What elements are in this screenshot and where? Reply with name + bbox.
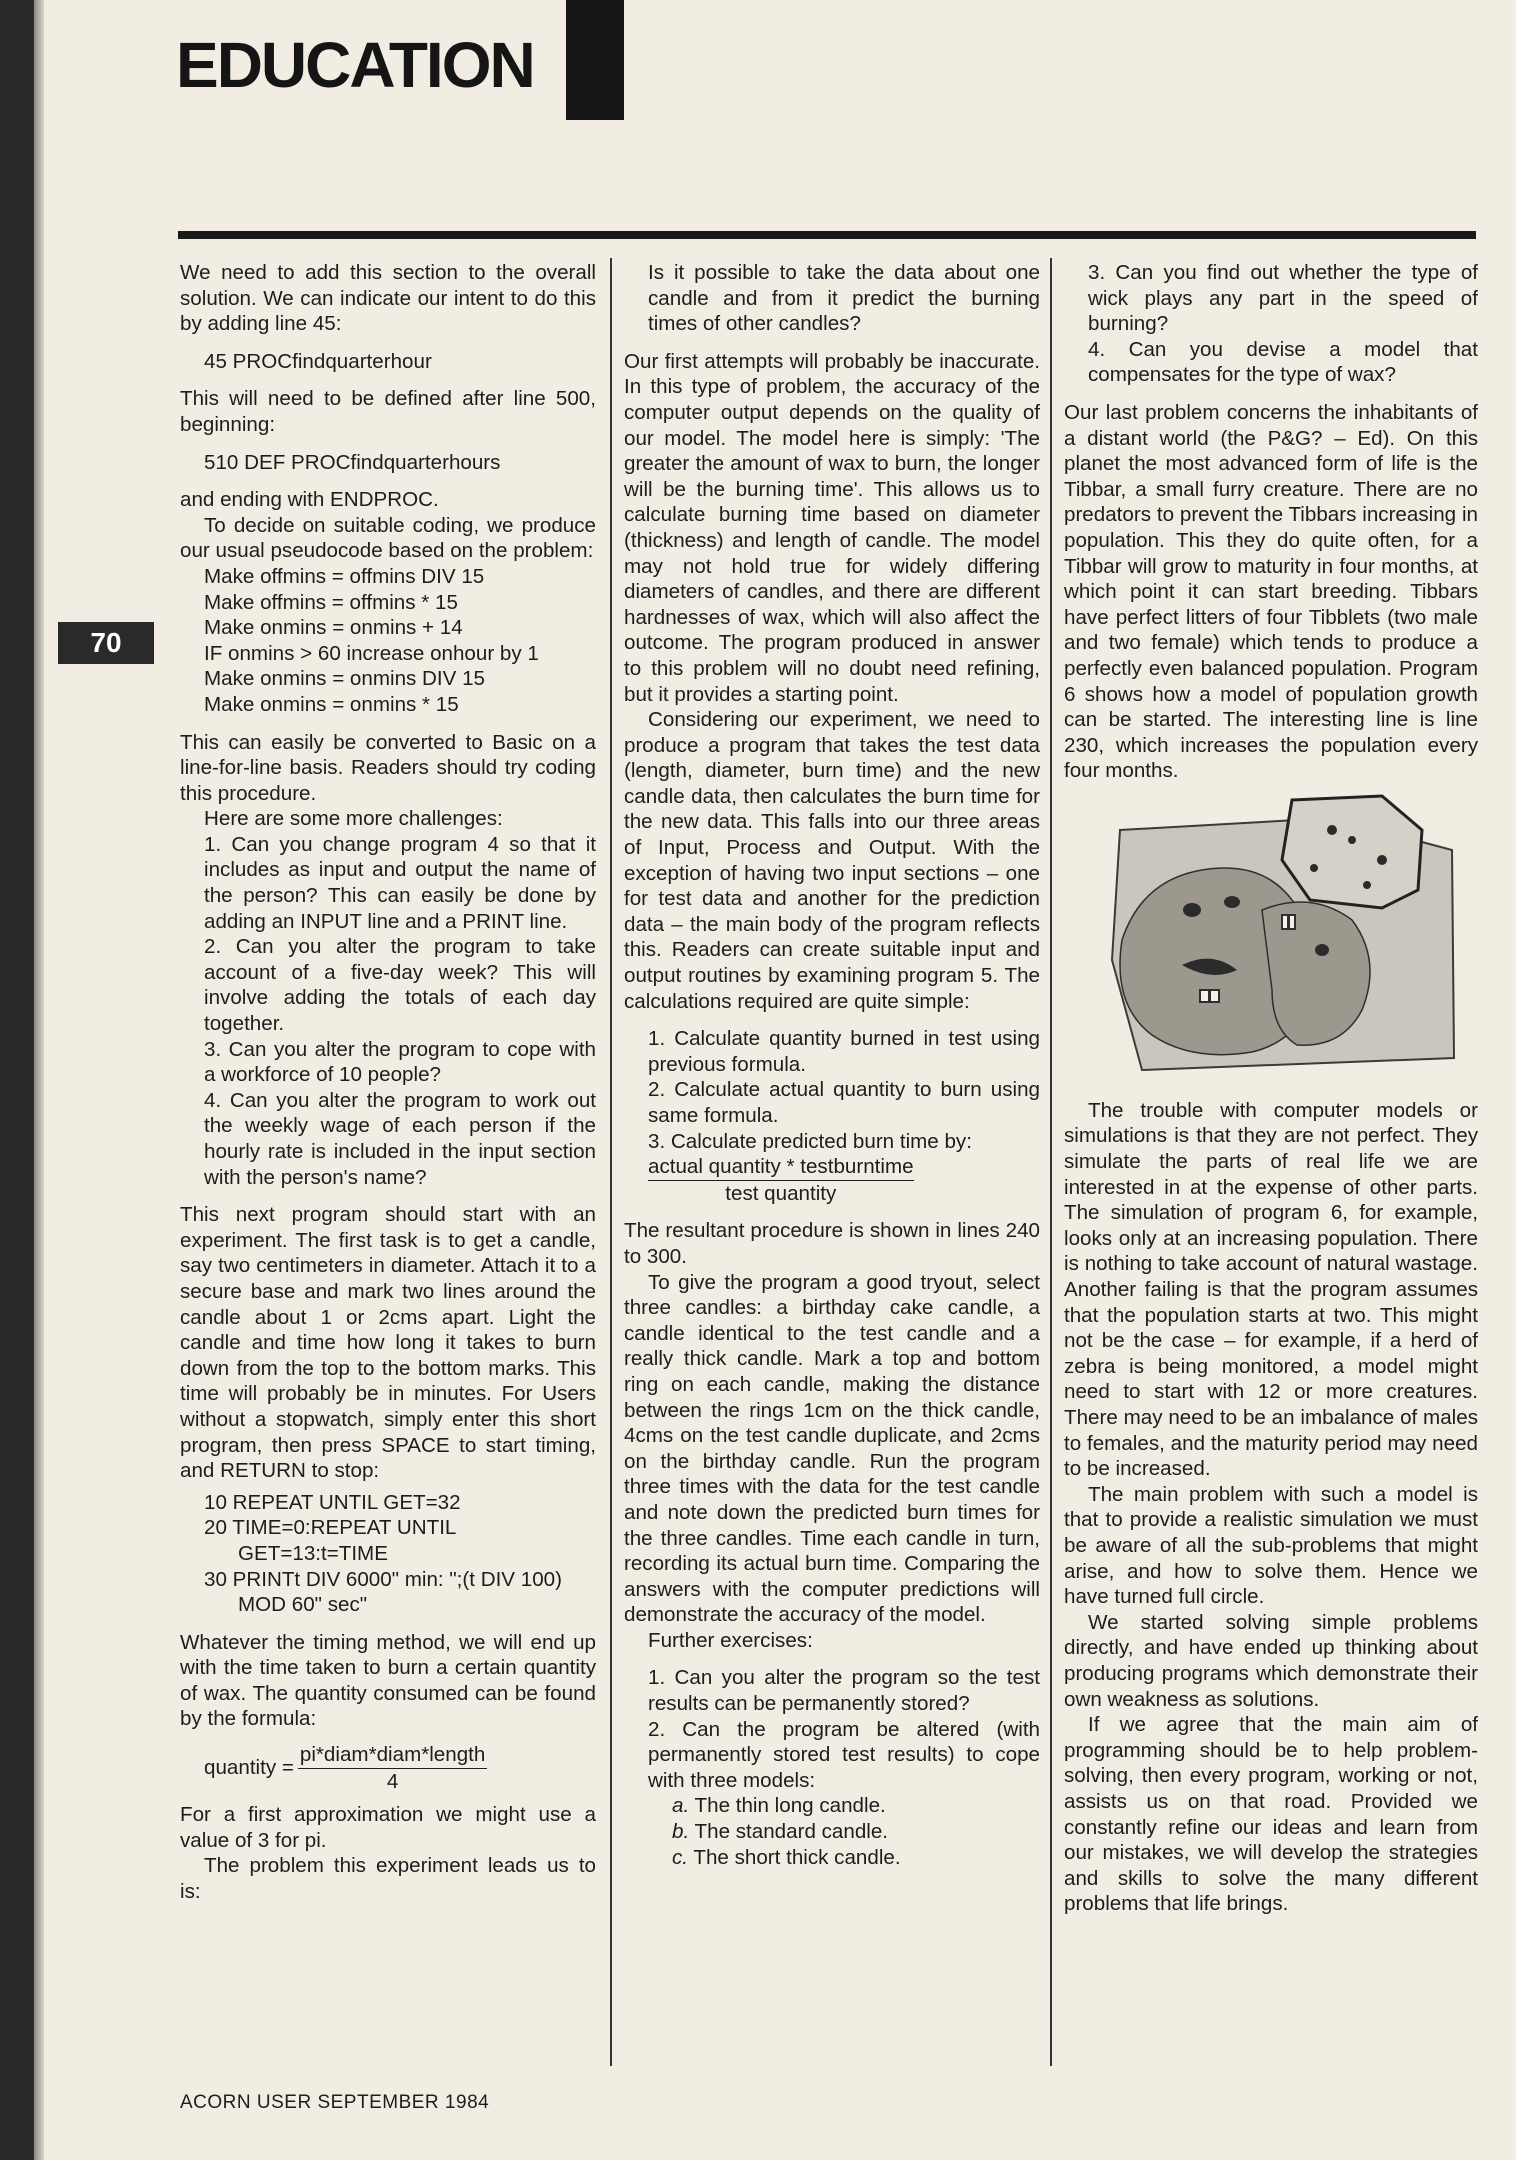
paragraph: This next program should start with an experiment. The first task is to get a candle, say two centimeters in diameter. Attach it to a secure base and mark two lines around the candle about 1 or 2cms apart. Light the candle and time how long it takes to burn down from the top to the bottom marks. This time will probably be in minutes. For Users without a stopwatch, simply enter this short program, then press SPACE to start timing, and RETURN to stop:: [180, 1203, 596, 1483]
list-item: 4. Can you devise a model that compensates for the type of wax?: [1088, 337, 1478, 387]
paragraph: We need to add this section to the overall solution. We can indicate our intent to do this by adding line 45:: [180, 261, 596, 336]
code-line: 510 DEF PROCfindquarterhours: [204, 450, 501, 474]
model-item: c. The short thick candle.: [672, 1845, 901, 1869]
paragraph: For a first approximation we might use a value of 3 for pi.: [180, 1803, 596, 1852]
column-2: [624, 260, 1040, 1870]
code-line: 30 PRINTt DIV 6000" min: ";(t DIV 100) MOD 60" sec": [204, 1567, 562, 1617]
paragraph: Our last problem concerns the inhabitants of a distant world (the P&G? – Ed). On this planet the most advanced form of life is the Tibbar, a small furry creature. There are no predators to prevent the Tibbars increasing in population. This they do quite often, for a Tibbar will grow to maturity in four months, at which point it can start breeding. Tibbars have perfect litters of four Tibblets (two male and two female) which tends to produce a perfectly even balanced population. Program 6 shows how a model of population growth can be started. The interesting line is line 230, which increases the population every four months.: [1064, 400, 1478, 783]
list-item: 1. Calculate quantity burned in test using previous formula.: [648, 1027, 1040, 1076]
calculation-steps: [624, 1026, 1040, 1154]
paragraph: To decide on suitable coding, we produce our usual pseudocode based on the problem:: [180, 513, 596, 563]
list-item: 1. Can you change program 4 so that it includes as input and output the name of the person? This can easily be done by adding an INPUT line and a PRINT line.: [204, 832, 596, 933]
column-3: [1064, 260, 1478, 1917]
pseudocode-line: Make offmins = offmins DIV 15: [204, 564, 485, 588]
paragraph: To give the program a good tryout, select three candles: a birthday cake candle, a candle identical to the test candle and a really thick candle. Mark a top and bottom ring on each candle, making the distance between the rings 1cm on the thick candle, 4cms on the test candle duplicate, and 2cms on the birthday candle. Run the program three times with the data for the test candle and note down the predicted burn times for the three candles. Time each candle in turn, recording its actual burn time. Comparing the answers with the computer predictions will demonstrate the accuracy of the model.: [624, 1270, 1040, 1627]
paragraph: Whatever the timing method, we will end up with the time taken to burn a certain quantity of wax. The quantity consumed can be found by the formula:: [180, 1630, 596, 1731]
code-line: 20 TIME=0:REPEAT UNTIL GET=13:t=TIME: [204, 1516, 456, 1565]
section-title: EDUCATION: [176, 29, 534, 101]
list-item: 3. Calculate predicted burn time by:: [648, 1129, 972, 1153]
list-item: 2. Can you alter the program to take account of a five-day week? This will involve adding the totals of each day together.: [204, 935, 596, 1036]
paragraph: Considering our experiment, we need to produce a program that takes the test data (length, diameter, burn time) and the new candle data, then calculates the burn time for the new data. This falls into our three areas of Input, Process and Output. With the exception of having two input sections – one for test data and another for the prediction data – the main body of the program reflects this. Readers can create suitable input and output routines by examining program 5. The calculations required are quite simple:: [624, 708, 1040, 1013]
list-item: 2. Calculate actual quantity to burn using same formula.: [648, 1078, 1040, 1127]
tibbar-illustration: [1082, 790, 1462, 1090]
paragraph: Further exercises:: [648, 1628, 813, 1652]
paragraph: The trouble with computer models or simulations is that they are not perfect. They simulate the parts of real life we are interested in at the expense of other parts. The simulation of program 6, for example, looks only at an increasing population. There is nothing to take account of natural wastage. Another failing is that the program assumes that the population starts at two. This might not be the case – for example, if a herd of zebra is being monitored, a model might need to start with 12 or more creatures. There may need to be an imbalance of males to females, and the maturity period may need to be increased.: [1064, 1098, 1478, 1481]
pseudocode-line: Make offmins = offmins * 15: [204, 590, 458, 614]
magazine-spine: [0, 0, 34, 2160]
basic-program: [180, 1490, 596, 1618]
column-divider: [610, 258, 612, 2066]
challenges-list: [180, 832, 596, 1190]
question-paragraph: Is it possible to take the data about one candle and from it predict the burning times of other candles?: [648, 261, 1040, 336]
paragraph: and ending with ENDPROC.: [180, 488, 439, 512]
paragraph: Here are some more challenges:: [204, 807, 503, 831]
code-line: 10 REPEAT UNTIL GET=32: [204, 1490, 461, 1514]
paragraph: If we agree that the main aim of programming should be to help problem-solving, then every program, working or not, assists us on that road. Provided we constantly refine our ideas and learn from our mistakes, we will develop the strategies and skills to solve the many different problems that life brings.: [1064, 1713, 1478, 1916]
pseudocode-line: Make onmins = onmins * 15: [204, 692, 459, 716]
speech-bubble: [1282, 796, 1422, 908]
list-item: 4. Can you alter the program to work out the weekly wage of each person if the hourly rate is included in the input section with the person's name?: [204, 1088, 596, 1189]
formula-denominator: 4: [386, 1769, 399, 1793]
list-item: 3. Can you alter the program to cope with a workforce of 10 people?: [204, 1037, 596, 1087]
pseudocode-line: Make onmins = onmins DIV 15: [204, 667, 486, 691]
list-item: 3. Can you find out whether the type of wick plays any part in the speed of burning?: [1088, 261, 1478, 336]
paragraph: The main problem with such a model is that to provide a realistic simulation we must be aware of all the sub-problems that might arise, and how to solve them. Hence we have turned full circle.: [1064, 1482, 1478, 1609]
model-item: a. The thin long candle.: [672, 1794, 886, 1818]
paragraph: We started solving simple problems directly, and have ended up thinking about producing programs which demonstrate their own weakness as solutions.: [1064, 1610, 1478, 1711]
paragraph: The problem this experiment leads us to is:: [180, 1854, 596, 1904]
header-black-block: [566, 0, 624, 120]
page-number-tab: 70: [58, 622, 154, 664]
formula-numerator: actual quantity * testburntime: [648, 1154, 914, 1181]
model-item: b. The standard candle.: [672, 1820, 889, 1844]
column-1: [180, 260, 596, 1905]
formula-lhs: quantity =: [204, 1756, 294, 1780]
list-item: 2. Can the program be altered (with permanently stored test results) to cope with three models:: [648, 1717, 1040, 1792]
paragraph: This can easily be converted to Basic on a line-for-line basis. Readers should try coding this procedure.: [180, 730, 596, 805]
code-line: 45 PROCfindquarterhour: [204, 349, 432, 373]
paragraph: Our first attempts will probably be inaccurate. In this type of problem, the accuracy of the computer output depends on the quality of our model. The model here is simply: 'The greater the amount of wax to burn, the longer will be the burning time'. This allows us to calculate burning time based on diameter (thickness) and length of candle. The model may not hold true for widely differing diameters of candles, and there are different hardnesses of wax, which will also affect the outcome. The program produced in answer to this problem will no doubt need refining, but it provides a starting point.: [624, 349, 1040, 706]
list-item: 1. Can you alter the program so the test results can be permanently stored?: [648, 1666, 1040, 1716]
page-edge-shadow: [34, 0, 44, 2160]
formula-numerator: pi*diam*diam*length: [298, 1742, 487, 1769]
formula-denominator: test quantity: [725, 1181, 837, 1205]
header-rule: [178, 231, 1476, 239]
exercises-list-continued: [1064, 260, 1478, 388]
page-footer: ACORN USER SEPTEMBER 1984: [180, 2092, 490, 2113]
pseudocode-line: IF onmins > 60 increase onhour by 1: [204, 641, 539, 665]
paragraph: The resultant procedure is shown in lines 240 to 300.: [624, 1219, 1040, 1268]
paragraph: This will need to be defined after line 500, beginning:: [180, 387, 596, 436]
exercises-list: [624, 1665, 1040, 1870]
pseudocode-line: Make onmins = onmins + 14: [204, 616, 463, 640]
quantity-formula: [204, 1742, 596, 1794]
pseudocode-block: [180, 564, 596, 718]
burn-time-formula: [648, 1154, 914, 1206]
column-divider: [1050, 258, 1052, 2066]
